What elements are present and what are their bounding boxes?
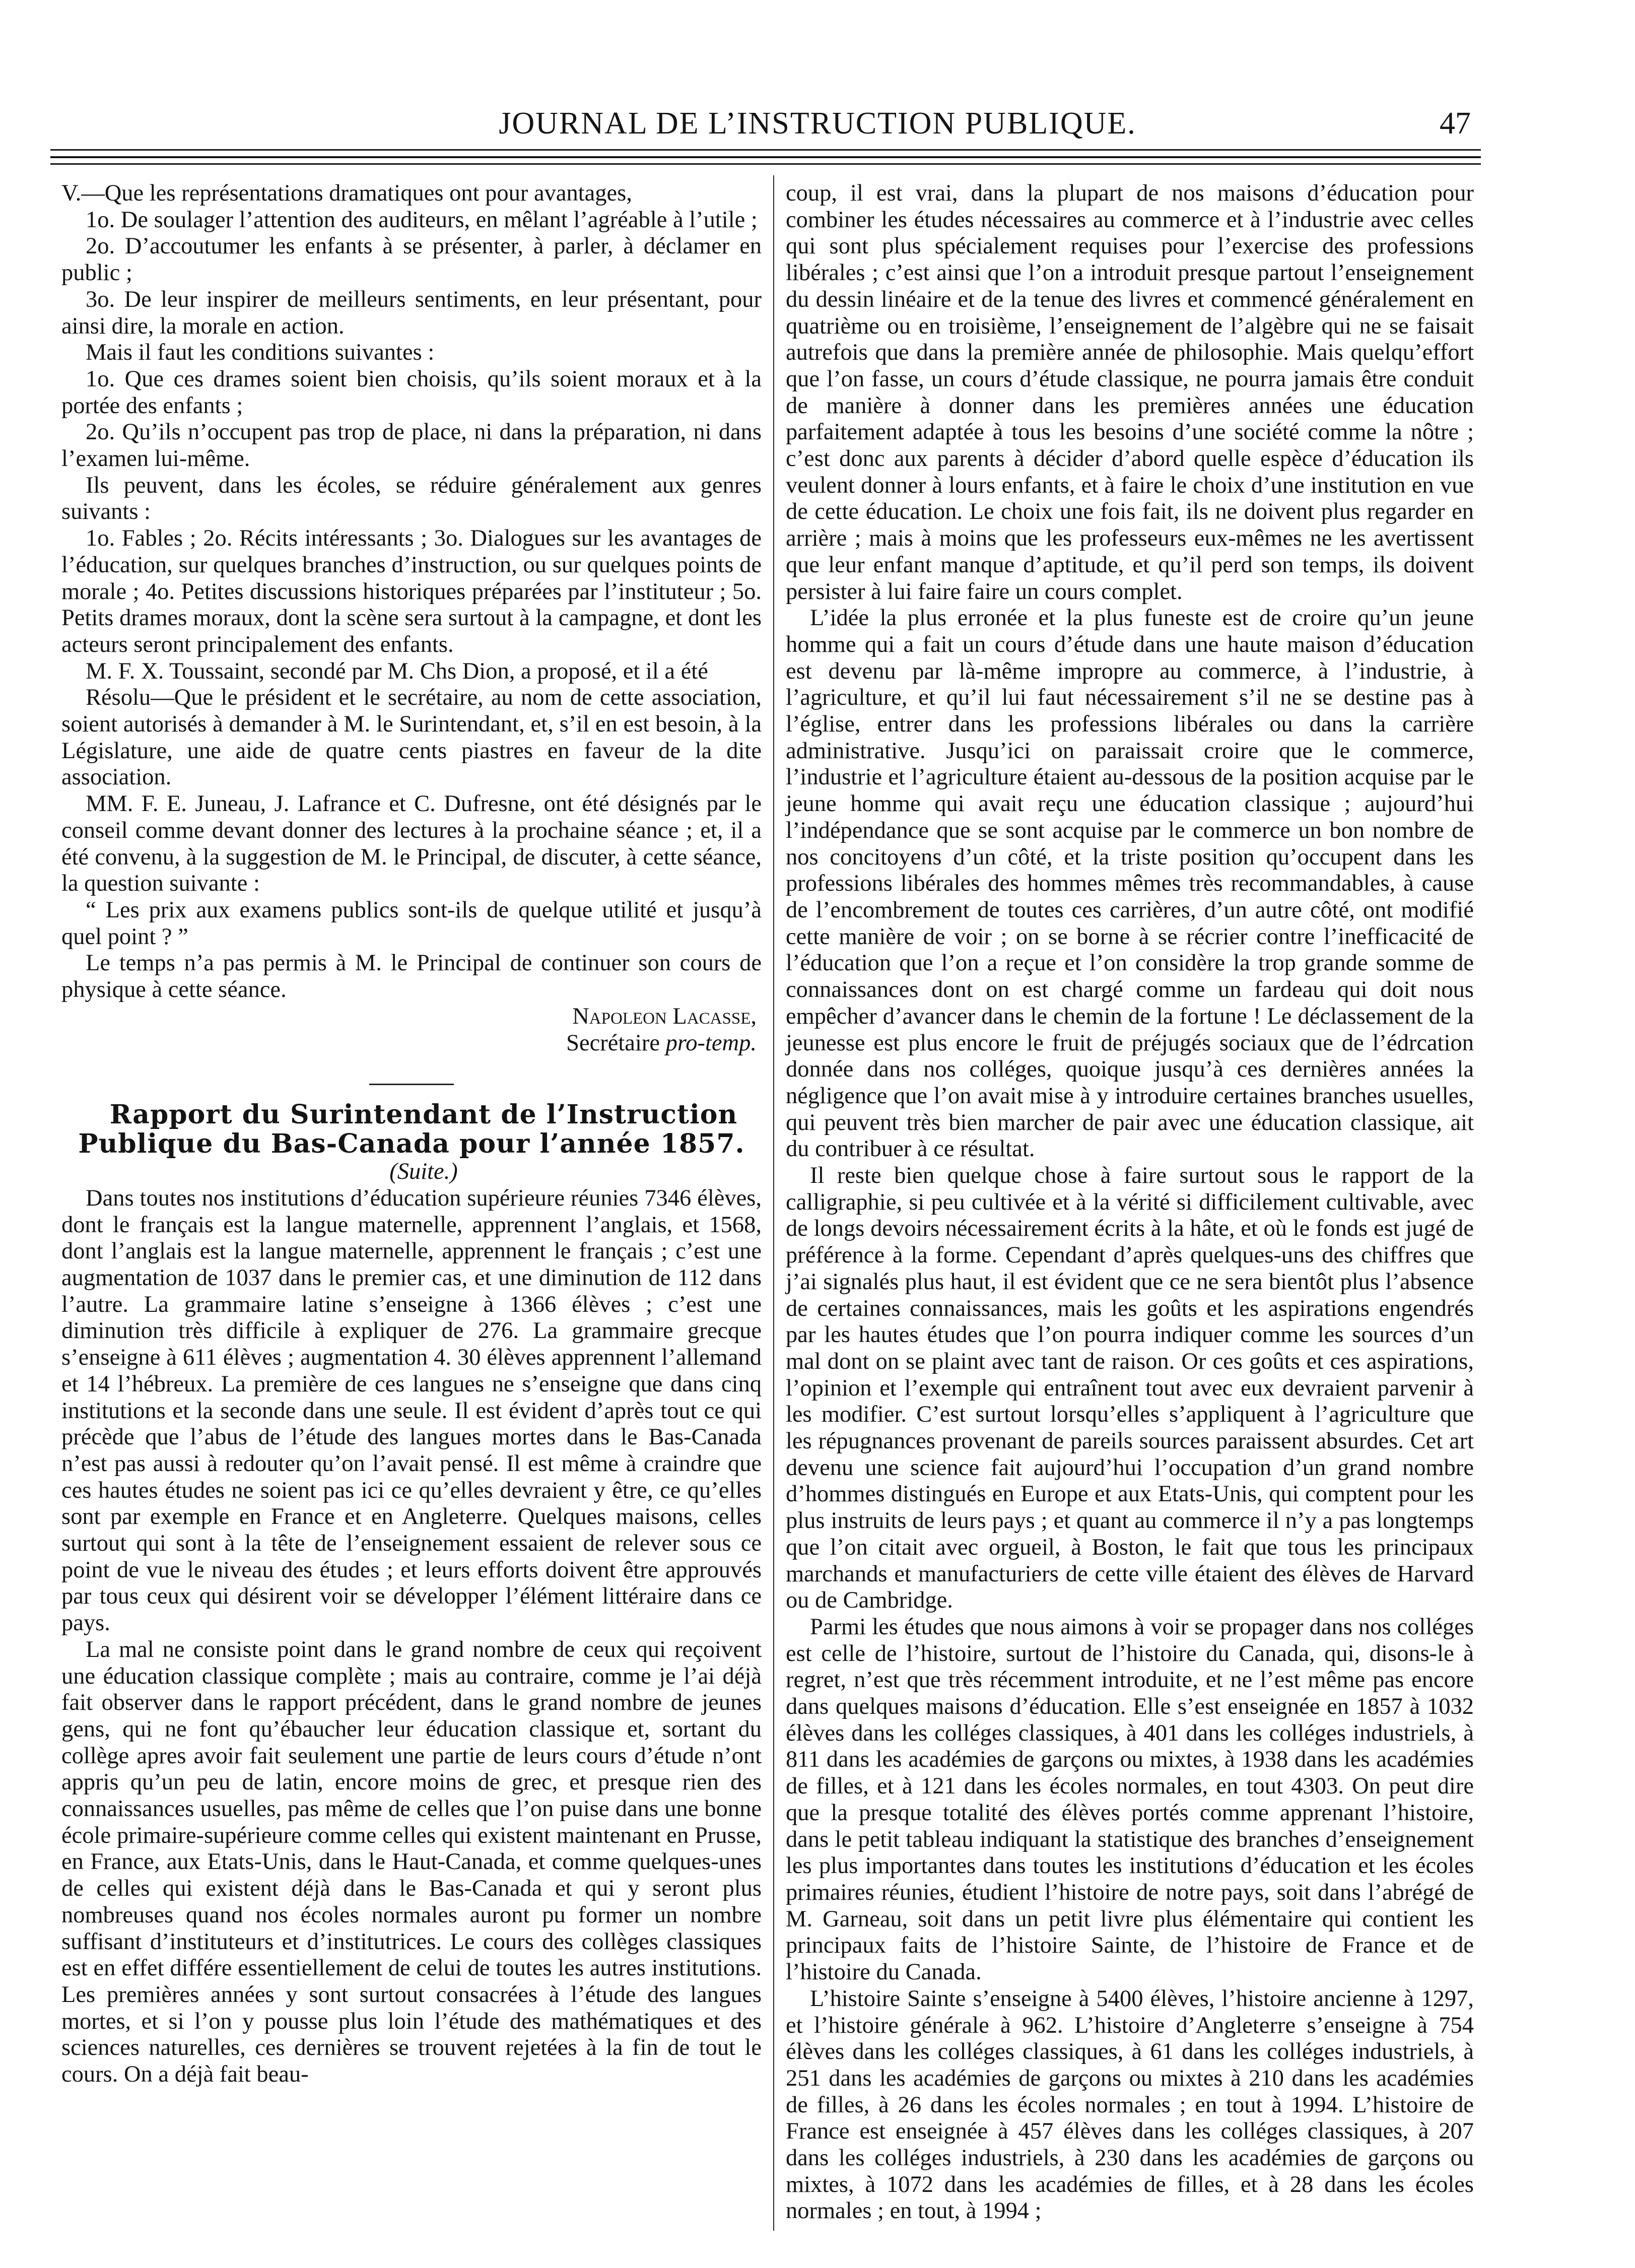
body-paragraph: L’histoire Sainte s’enseigne à 5400 élèves, l’histoire ancienne à 1297, et l’histoire générale à 962. L’histoire d’Angleterre s’enseigne à 754 élèves dans les colléges classiques, à 61 dans les colléges industriels, à 251 dans les académies de garçons ou mixtes à 210 dans les académies de filles, à 26 dans les écoles normales ; en tout à 1994. L’histoire de France est enseignée à 457 élèves dans les colléges classiques, à 207 dans les colléges industriels, à 230 dans les académies de garçons ou mixtes, à 1072 dans les académies de filles, et à 28 dans les écoles normales ; en tout, à 1994 ; — [786, 1985, 1474, 2224]
left-column — [61, 180, 762, 2088]
header-rule-top — [50, 149, 1481, 151]
list-intro: V.—Que les représentations dramatiques ont pour avantages, — [61, 180, 632, 206]
conditions-intro: Mais il faut les conditions suivantes : — [86, 340, 435, 366]
body-paragraph: Parmi les études que nous aimons à voir se propager dans nos colléges est celle de l’histoire, surtout de l’histoire du Canada, qui, disons-le à regret, n’est que très récemment introduite, et ne l’est même pas encore dans quelques maisons d’éducation. Elle s’est enseignée en 1857 à 1032 élèves dans les colléges classiques, à 401 dans les colléges industriels, à 811 dans les académies de garçons ou mixtes, à 1938 dans les académies de filles, et à 121 dans les écoles normales, en tout 4303. On peut dire que la presque totalité des élèves portés comme apprenant l’histoire, dans le petit tableau indiquant la statistique des branches d’enseignement les plus importantes dans toutes les institutions d’éducation et les écoles primaires réunies, étudient l’histoire de notre pays, soit dans l’abrégé de M. Garneau, soit dans un petit livre plus élémentaire qui contient les principaux faits de l’histoire Sainte, de l’histoire de France et de l’histoire du Canada. — [786, 1614, 1474, 1985]
lecturers-paragraph: MM. F. E. Juneau, J. Lafrance et C. Dufresne, ont été désignés par le conseil comme devant donner des lectures à la prochaine séance ; et, il a été convenu, à la suggestion de M. le Principal, de discuter, à cette séance, la question suivante : — [61, 791, 762, 897]
signature-name: Napoleon Lacasse, — [572, 1003, 757, 1029]
body-paragraph: L’idée la plus erronée et la plus funeste est de croire qu’un jeune homme qui a fait un cours d’étude dans une haute maison d’éducation est devenu par là-même impropre au commerce, à l’industrie, à l’agriculture, et qu’il lui faut nécessairement s’il ne se destine pas à l’église, entrer dans les professions libérales ou dans la carrière administrative. Jusqu’ici on paraissait croire que le commerce, l’industrie et l’agriculture étaient au-dessous de la position acquise par le jeune homme qui avait reçu une éducation classique ; aujourd’hui l’indépendance que se sont acquise par le commerce un bon nombre de nos concitoyens d’un côté, et la triste position qu’occupent dans les professions libérales des hommes mêmes très recommandables, à cause de l’encombrement de toutes ces carrières, d’un autre côté, ont modifié cette manière de voir ; on se borne à se récrier contre l’inefficacité de l’éducation que l’on a reçue et l’on considère la trop grande somme de connaissances dont on est chargé comme un fardeau qui doit nous empêcher d’avancer dans le chemin de la fortune ! Le déclassement de la jeunesse est plus encore le fruit de préjugés sociaux que de l’édrcation donnée dans nos colléges, quoique jusqu’à ces dernières années la négligence que l’on avait mise à y introduire certaines branches usuelles, qui peuvent très bien marcher de pair avec une éducation classique, ait du contribuer à ce résultat. — [786, 605, 1474, 1162]
genres-list: 1o. Fables ; 2o. Récits intéressants ; 3o. Dialogues sur les avantages de l’éducation, sur quelques branches d’instruction, ou sur quelques points de morale ; 4o. Petites discussions historiques préparées par l’instituteur ; 5o. Petits drames moraux, dont la scène sera surtout à la campagne, et dont les acteurs seront principalement des enfants. — [61, 525, 762, 657]
header-rule-middle — [50, 156, 1481, 158]
signature-role — [61, 1030, 762, 1057]
advantage-item: 1o. De soulager l’attention des auditeurs, en mêlant l’agréable à l’utile ; — [86, 207, 758, 233]
column-divider — [773, 175, 774, 2231]
condition-item: 1o. Que ces drames soient bien choisis, qu’ils soient moraux et à la portée des enfants ; — [61, 366, 762, 419]
signature-role-qualifier: pro-temp. — [665, 1030, 757, 1056]
section-separator — [369, 1084, 454, 1085]
advantage-item: 2o. D’accoutumer les enfants à se présenter, à parler, à déclamer en public ; — [61, 233, 762, 286]
rapport-paragraph: Dans toutes nos institutions d’éducation supérieure réunies 7346 élèves, dont le français est la langue maternelle, apprennent l’anglais, et 1568, dont l’anglais est la langue maternelle, apprennent le français ; c’est une augmentation de 1037 dans le premier cas, et une diminution de 112 dans l’autre. La grammaire latine s’enseigne à 1366 élèves ; c’est une diminution très difficile à expliquer de 276. La grammaire grecque s’enseigne à 611 élèves ; augmentation 4. 30 élèves apprennent l’allemand et 14 l’hébreux. La première de ces langues ne s’enseigne que dans cinq institutions et la seconde dans une seule. Il est évident d’après tout ce qui précède que l’abus de l’étude des langues mortes dans le Bas-Canada n’est pas aussi à redouter qu’on l’avait pensé. Il est même à craindre que ces hautes études ne soient pas ici ce qu’elles devraient y être, ce qu’elles sont par exemple en France et en Angleterre. Quelques maisons, celles surtout qui sont à la tête de l’enseignement essaient de relever sous ce point de vue le niveau des études ; et leurs efforts doivent être approuvés par tous ceux qui désirent voir se développer l’élément littéraire dans ce pays. — [61, 1185, 762, 1636]
question-quote: “ Les prix aux examens publics sont-ils de quelque utilité et jusqu’à quel point ? ” — [61, 897, 762, 950]
right-column — [786, 180, 1474, 2225]
continuation-paragraph: coup, il est vrai, dans la plupart de nos maisons d’éducation pour combiner les études nécessaires au commerce et à l’industrie avec celles qui sont plus spécialement requises pour l’exercise des professions libérales ; c’est ainsi que l’on a introduit presque partout l’enseignement du dessin linéaire et de la tenue des livres et commencé généralement en quatrième ou en troisième, l’enseignement de l’algèbre qui ne se faisait autrefois que dans la première année de philosophie. Mais quelqu’effort que l’on fasse, un cours d’étude classique, ne pourra jamais être conduit de manière à donner dans les premières années une éducation parfaitement adaptée à tous les besoins d’une société comme la nôtre ; c’est donc aux parents à décider d’abord quelle espèce d’éducation ils veulent donner à lours enfants, et à faire le choix d’une institution en vue de cette éducation. Le choix une fois fait, ils ne doivent plus regarder en arrière ; mais à moins que les professeurs eux-mêmes ne les avertissent que leur enfant manque d’aptitude, et qu’il perd son temps, ils doivent persister à lui faire faire un cours complet. — [786, 180, 1474, 605]
rapport-paragraph: La mal ne consiste point dans le grand nombre de ceux qui reçoivent une éducation classique complète ; mais au contraire, comme je l’ai déjà fait observer dans le rapport précédent, dans le grand nombre de jeunes gens, qui ne font qu’ébaucher leur éducation classique et, sortant du collège apres avoir fait seulement une partie de leurs cours d’étude n’ont appris qu’un peu de latin, encore moins de grec, et presque rien des connaissances usuelles, pas même de celles que l’on puise dans une bonne école primaire-supérieure comme celles qui existent maintenant en Prusse, en France, aux Etats-Unis, dans le Haut-Canada, et comme quelques-unes de celles qui existent déjà dans le Bas-Canada et qui y seront plus nombreuses quand nos écoles normales auront pu former un nombre suffisant d’instituteurs et d’institutrices. Le cours des collèges classiques est en effet différe essentiellement de celui de toutes les autres institutions. Les premières années y sont surtout consacrées à l’étude des langues mortes, et si l’on y pousse plus loin l’étude des mathématiques et des sciences naturelles, ces dernières se trouvent rejetées à la fin de tout le cours. On a déjà fait beau- — [61, 1636, 762, 2088]
advantage-item: 3o. De leur inspirer de meilleurs sentiments, en leur présentant, pour ainsi dire, la morale en action. — [61, 286, 762, 339]
suite-label: (Suite.) — [389, 1159, 458, 1185]
rapport-title: Rapport du Surintendant de l’Instruction Publique du Bas-Canada pour l’année 1857. — [78, 1099, 745, 1160]
closing-paragraph: Le temps n’a pas permis à M. le Principal de continuer son cours de physique à cette séance. — [61, 950, 762, 1003]
header-rule-bottom — [50, 163, 1481, 165]
condition-item: 2o. Qu’ils n’occupent pas trop de place, ni dans la préparation, ni dans l’examen lui-même. — [61, 419, 762, 472]
running-header — [0, 106, 1635, 141]
signature-role-title: Secrétaire — [566, 1030, 660, 1056]
body-paragraph: Il reste bien quelque chose à faire surtout sous le rapport de la calligraphie, si peu cultivée et à la vérité si difficilement cultivable, avec de longs devoirs nécessairement écrits à la hâte, et où le fonds est jugé de préférence à la forme. Cependant d’après quelques-uns des chiffres que j’ai signalés plus haut, il est évident que ce ne sera bientôt plus l’absence de certaines connaissances, mais les goûts et les aspirations engendrés par les hautes études que l’on pourra indiquer comme les sources d’un mal dont on se plaint avec tant de raison. Or ces goûts et ces aspirations, l’opinion et l’exemple qui entraînent tout avec eux devraient parvenir à les modifier. C’est surtout lorsqu’elles s’appliquent à l’agriculture que les répugnances provenant de pareils sources paraissent absurdes. Cet art devenu une science fait aujourd’hui l’occupation d’un grand nombre d’hommes distingués en Europe et aux Etats-Unis, qui comptent pour les plus instruits de leurs pays ; et quant au commerce il n’y a pas longtemps que l’on citait avec orgueil, à Boston, le fait que tous les principaux marchands et manufacturiers de cette ville étaient des élèves de Harvard ou de Cambridge. — [786, 1163, 1474, 1614]
genres-intro: Ils peuvent, dans les écoles, se réduire généralement aux genres suivants : — [61, 472, 762, 525]
page-number: 47 — [1440, 106, 1471, 141]
journal-title: JOURNAL DE L’INSTRUCTION PUBLIQUE. — [499, 106, 1136, 141]
resolution-paragraph: Résolu—Que le président et le secrétaire, au nom de cette association, soient autorisés à demander à M. le Surintendant, et, s’il en est besoin, à la Législature, une aide de quatre cents piastres en faveur de la dite association. — [61, 685, 762, 790]
motion-paragraph: M. F. X. Toussaint, secondé par M. Chs Dion, a proposé, et il a été — [86, 658, 708, 684]
